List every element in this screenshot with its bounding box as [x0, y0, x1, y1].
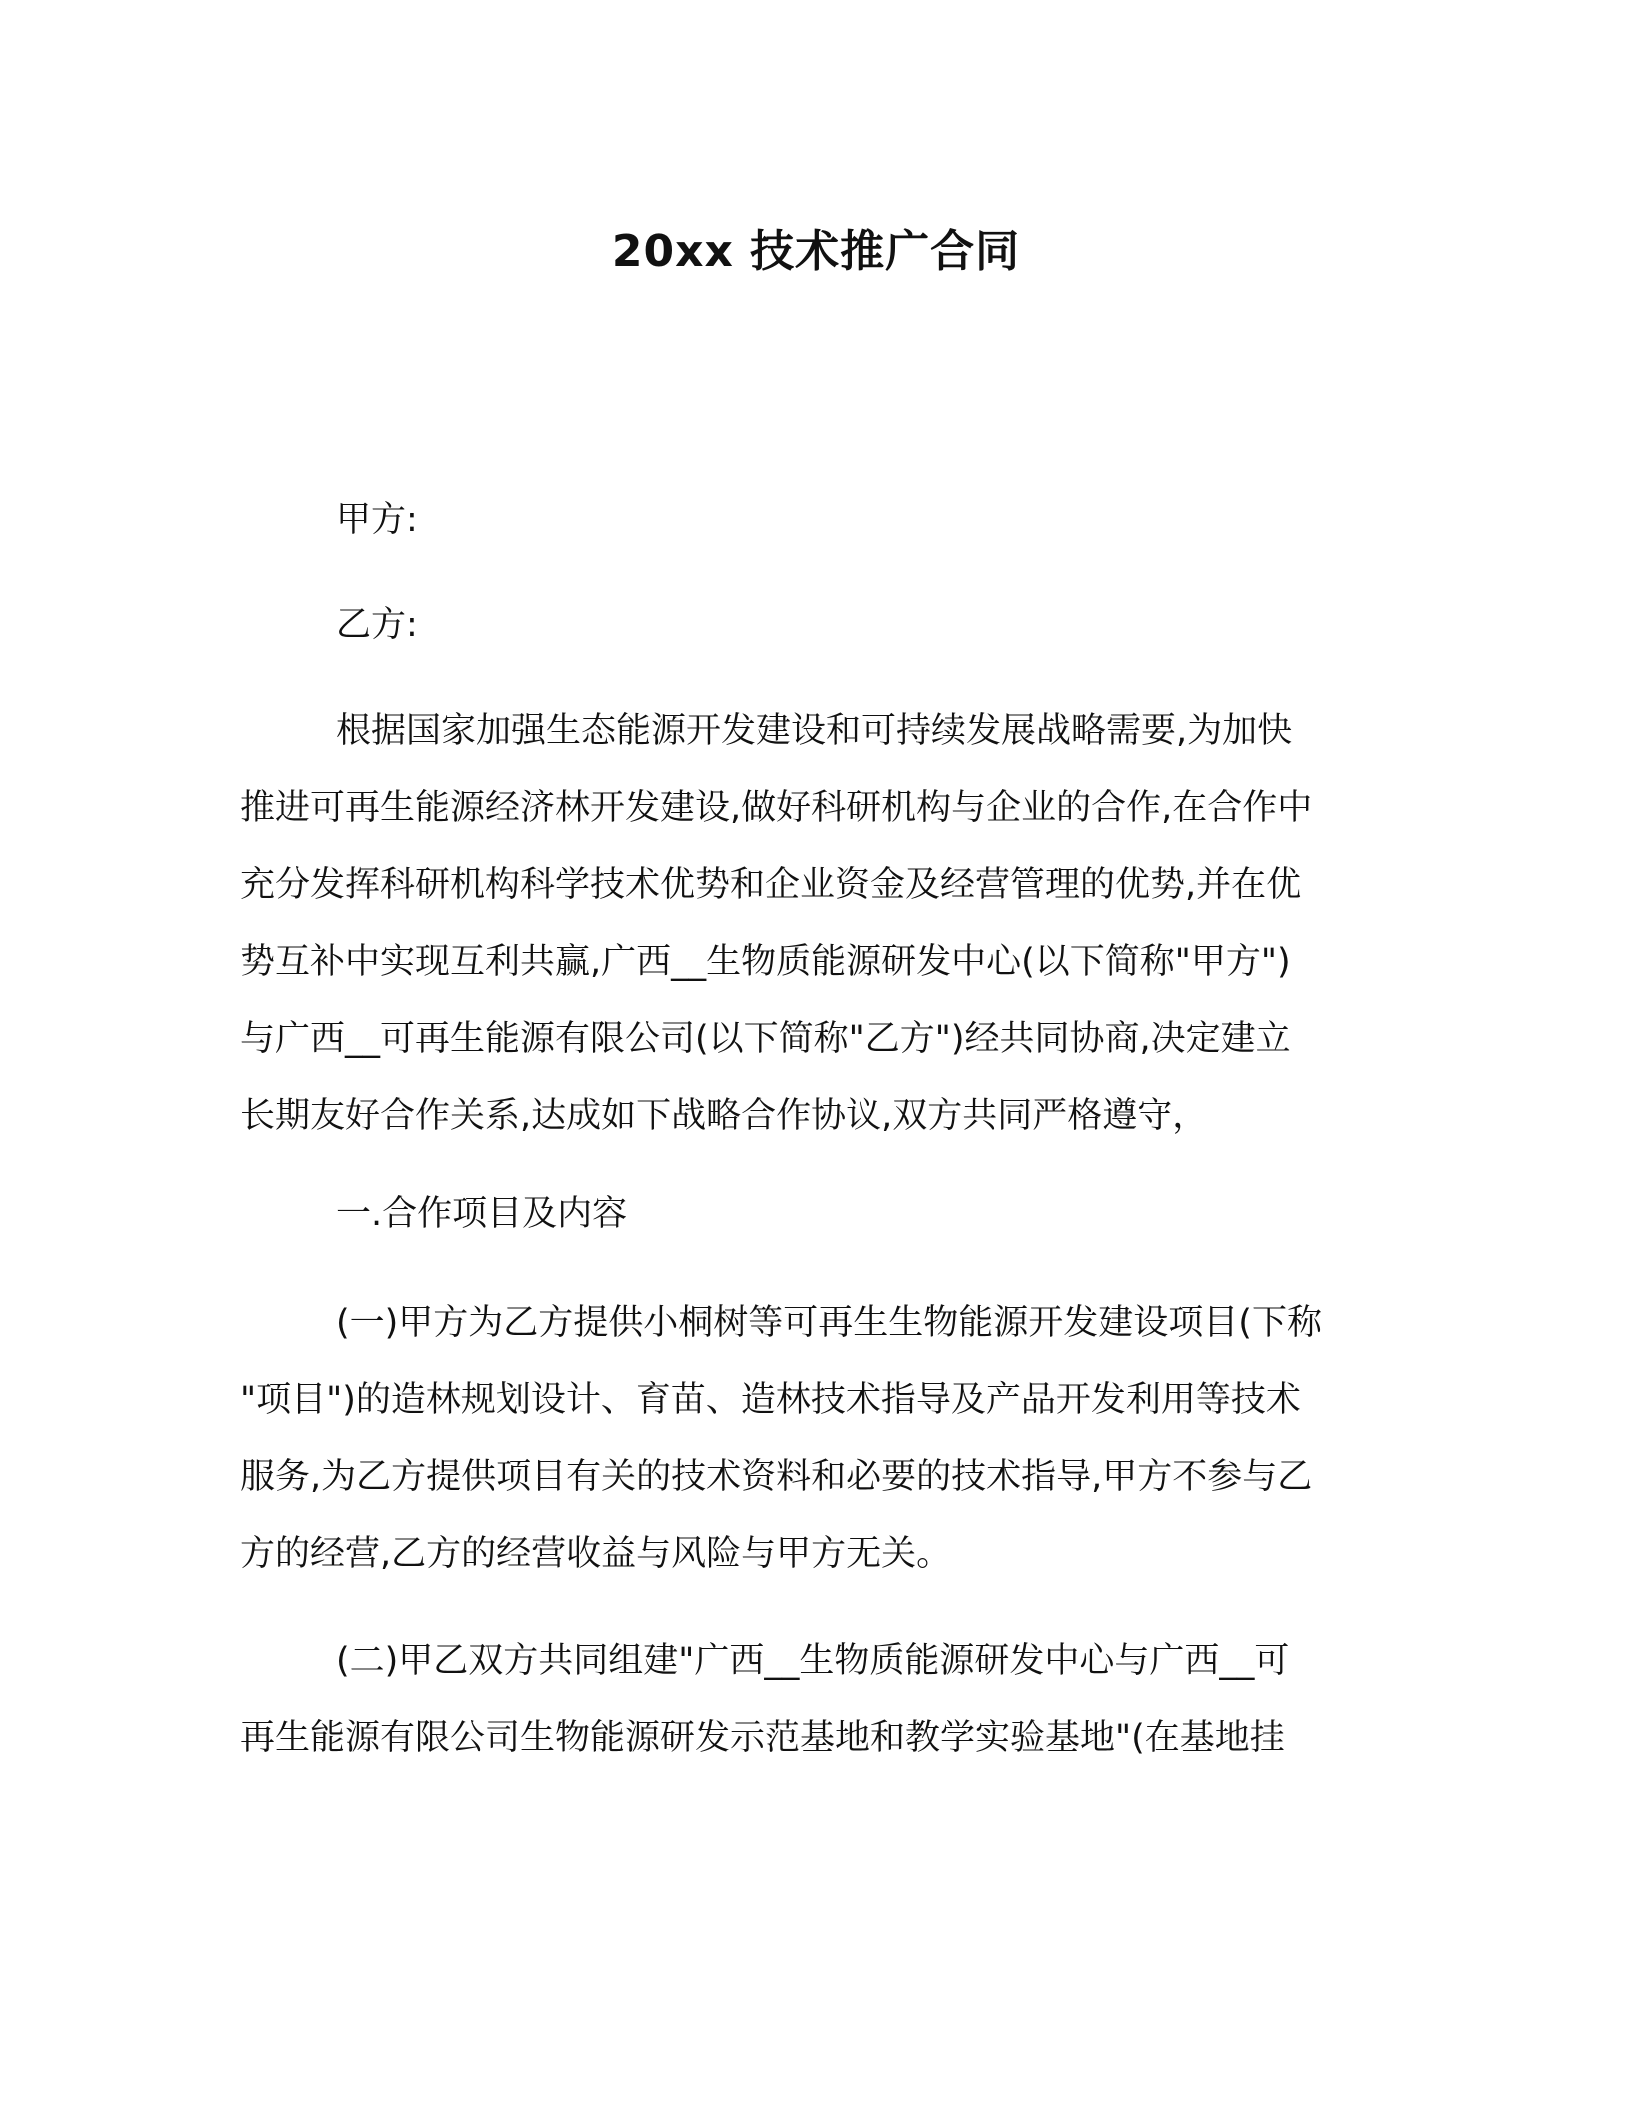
text-line: 服务,为乙方提供项目有关的技术资料和必要的技术指导,甲方不参与乙	[240, 1457, 1313, 1497]
text-line: (二)甲乙双方共同组建"广西__生物质能源研发中心与广西__可	[336, 1641, 1290, 1681]
text-line: 方的经营,乙方的经营收益与风险与甲方无关。	[240, 1534, 952, 1574]
text-line: 根据国家加强生态能源开发建设和可持续发展战略需要,为加快	[336, 711, 1293, 751]
intro-paragraph	[240, 693, 1380, 1155]
text-line: 充分发挥科研机构科学技术优势和企业资金及经营管理的优势,并在优	[240, 865, 1302, 905]
party-b-label: 乙方:	[336, 605, 418, 645]
clause-2-paragraph	[240, 1623, 1380, 1777]
text-line: 势互补中实现互利共赢,广西__生物质能源研发中心(以下简称"甲方")	[240, 942, 1291, 982]
text-line: "项目")的造林规划设计、育苗、造林技术指导及产品开发利用等技术	[240, 1380, 1301, 1420]
clause-1-paragraph	[240, 1285, 1380, 1593]
section-heading: 一.合作项目及内容	[336, 1194, 628, 1234]
text-line: 再生能源有限公司生物能源研发示范基地和教学实验基地"(在基地挂	[240, 1718, 1285, 1758]
text-line: (一)甲方为乙方提供小桐树等可再生生物能源开发建设项目(下称	[336, 1303, 1322, 1343]
text-line: 与广西__可再生能源有限公司(以下简称"乙方")经共同协商,决定建立	[240, 1019, 1291, 1059]
party-a-label: 甲方:	[336, 500, 418, 540]
text-line: 长期友好合作关系,达成如下战略合作协议,双方共同严格遵守，	[240, 1096, 1208, 1136]
document-title: 20xx 技术推广合同	[611, 226, 1021, 277]
text-line: 推进可再生能源经济林开发建设,做好科研机构与企业的合作,在合作中	[240, 788, 1313, 828]
